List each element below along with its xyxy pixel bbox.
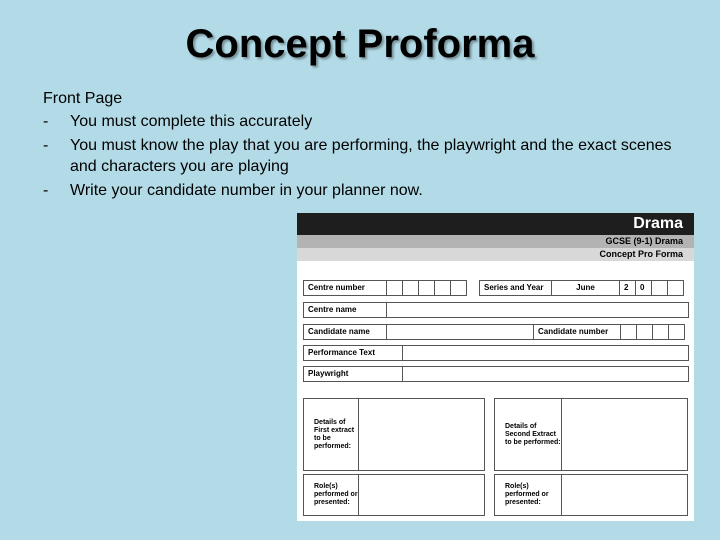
roles-left-label: Role(s) performed or presented: — [314, 483, 358, 506]
playwright-label: Playwright — [303, 366, 403, 382]
year-digit — [651, 280, 668, 296]
candidate-number-digit — [620, 324, 637, 340]
bullet-text: You must complete this accurately — [70, 113, 313, 130]
performance-text-field — [402, 345, 689, 361]
bullet-marker: - — [43, 113, 49, 130]
candidate-number-digit — [652, 324, 669, 340]
roles-right-box — [494, 474, 688, 516]
slide-body — [43, 88, 683, 204]
centre-number-label: Centre number — [303, 280, 387, 296]
bullet-item — [43, 135, 683, 177]
bullet-text: Write your candidate number in your planner now. — [70, 182, 423, 199]
second-extract-label: Details of Second Extract to be performed: — [505, 423, 561, 446]
candidate-number-digit — [668, 324, 685, 340]
centre-number-digit — [450, 280, 467, 296]
bullet-marker: - — [43, 137, 49, 154]
front-page-heading: Front Page — [43, 90, 123, 107]
form-header-subtitle-2: Concept Pro Forma — [297, 248, 694, 261]
candidate-number-label: Candidate number — [533, 324, 621, 340]
first-extract-label: Details of First extract to be performed: — [314, 419, 355, 450]
bullet-item — [43, 180, 683, 201]
roles-left-box — [303, 474, 485, 516]
centre-number-digit — [386, 280, 403, 296]
first-extract-box — [303, 398, 485, 471]
centre-name-label: Centre name — [303, 302, 387, 318]
centre-number-row — [303, 280, 467, 296]
bullet-text: You must know the play that you are performing, the playwright and the exact scenes and characters you are playing — [70, 137, 672, 175]
centre-name-row — [303, 302, 689, 318]
centre-number-digit — [418, 280, 435, 296]
year-digit — [667, 280, 684, 296]
bullet-item — [43, 111, 683, 132]
series-month: June — [551, 280, 620, 296]
proforma-form-image — [297, 213, 694, 521]
performance-text-label: Performance Text — [303, 345, 403, 361]
bullet-marker: - — [43, 182, 49, 199]
slide-title: Concept Proforma — [185, 22, 535, 66]
roles-right-label: Role(s) performed or presented: — [505, 483, 549, 506]
playwright-field — [402, 366, 689, 382]
centre-name-field — [386, 302, 689, 318]
series-year-row — [479, 280, 684, 296]
year-digit: 0 — [635, 280, 652, 296]
series-year-label: Series and Year — [479, 280, 552, 296]
year-digit: 2 — [619, 280, 636, 296]
candidate-number-digit — [636, 324, 653, 340]
candidate-row — [303, 324, 685, 340]
candidate-name-label: Candidate name — [303, 324, 387, 340]
form-header-title: Drama — [297, 213, 694, 235]
second-extract-box — [494, 398, 688, 471]
candidate-name-field — [386, 324, 534, 340]
performance-text-row — [303, 345, 689, 361]
centre-number-digit — [434, 280, 451, 296]
centre-number-digit — [402, 280, 419, 296]
playwright-row — [303, 366, 689, 382]
form-header-subtitle: GCSE (9-1) Drama — [297, 235, 694, 248]
